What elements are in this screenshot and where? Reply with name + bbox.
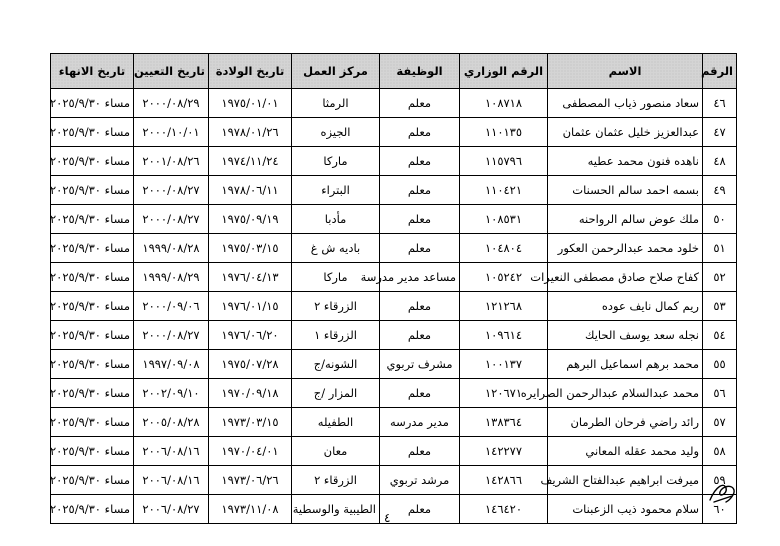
cell-job: معلم (380, 495, 460, 524)
cell-workplace: الزرقاء ٢ (292, 292, 380, 321)
cell-end-date: مساء ٢٠٢٥/٩/٣٠ (51, 495, 134, 524)
table-row (51, 89, 737, 118)
cell-appointment-date: ١٩٩٧/٠٩/٠٨ (134, 350, 209, 379)
table-row (51, 292, 737, 321)
cell-appointment-date: ٢٠٠١/٠٨/٢٦ (134, 147, 209, 176)
header-birth-date: تاريخ الولادة (209, 54, 292, 89)
cell-ministry-id: ١١٥٧٩٦ (460, 147, 548, 176)
cell-birth-date: ١٩٧٥/٠٧/٢٨ (209, 350, 292, 379)
cell-name: سعاد منصور ذياب المصطفى (548, 89, 703, 118)
cell-workplace: باديه ش غ (292, 234, 380, 263)
cell-workplace: الزرقاء ١ (292, 321, 380, 350)
cell-ministry-id: ١٤٦٤٢٠ (460, 495, 548, 524)
page-number: ٤ (384, 511, 391, 525)
cell-num: ٥٦ (703, 379, 737, 408)
cell-end-date: مساء ٢٠٢٥/٩/٣٠ (51, 466, 134, 495)
cell-job: معلم (380, 205, 460, 234)
cell-end-date: مساء ٢٠٢٥/٩/٣٠ (51, 437, 134, 466)
cell-workplace: ماركا (292, 147, 380, 176)
header-name: الاسم (548, 54, 703, 89)
cell-ministry-id: ١٠٩٦١٤ (460, 321, 548, 350)
cell-workplace: الطيبية والوسطية (292, 495, 380, 524)
table-row (51, 408, 737, 437)
header-job: الوظيفة (380, 54, 460, 89)
cell-appointment-date: ٢٠٠٠/٠٩/٠٦ (134, 292, 209, 321)
cell-birth-date: ١٩٧٣/٠٣/١٥ (209, 408, 292, 437)
cell-name: ناهده فنون محمد عطيه (548, 147, 703, 176)
cell-name: خلود محمد عبدالرحمن العكور (548, 234, 703, 263)
cell-end-date: مساء ٢٠٢٥/٩/٣٠ (51, 292, 134, 321)
cell-birth-date: ١٩٧٥/٠١/٠١ (209, 89, 292, 118)
cell-num: ٥٨ (703, 437, 737, 466)
cell-end-date: مساء ٢٠٢٥/٩/٣٠ (51, 379, 134, 408)
cell-workplace: الشونه/ج (292, 350, 380, 379)
cell-birth-date: ١٩٧٨/٠١/٢٦ (209, 118, 292, 147)
cell-birth-date: ١٩٧٥/٠٣/١٥ (209, 234, 292, 263)
cell-num: ٥٣ (703, 292, 737, 321)
cell-job: معلم (380, 147, 460, 176)
cell-appointment-date: ٢٠٠٢/٠٩/١٠ (134, 379, 209, 408)
cell-workplace: المزار /ج (292, 379, 380, 408)
cell-end-date: مساء ٢٠٢٥/٩/٣٠ (51, 147, 134, 176)
cell-name: وليد محمد عقله المعاني (548, 437, 703, 466)
table-row (51, 263, 737, 292)
cell-num: ٤٨ (703, 147, 737, 176)
table-row (51, 350, 737, 379)
cell-appointment-date: ٢٠٠٥/٠٨/٢٨ (134, 408, 209, 437)
cell-num: ٥٠ (703, 205, 737, 234)
cell-num: ٤٩ (703, 176, 737, 205)
cell-workplace: الزرقاء ٢ (292, 466, 380, 495)
cell-num: ٥٥ (703, 350, 737, 379)
table-row (51, 495, 737, 524)
cell-appointment-date: ١٩٩٩/٠٨/٢٨ (134, 234, 209, 263)
cell-workplace: الجيزه (292, 118, 380, 147)
cell-job: مرشد تربوي (380, 466, 460, 495)
header-workplace: مركز العمل (292, 54, 380, 89)
cell-num: ٤٦ (703, 89, 737, 118)
cell-birth-date: ١٩٧٥/٠٩/١٩ (209, 205, 292, 234)
cell-job: مساعد مدير مدرسة (380, 263, 460, 292)
retirement-table (50, 53, 737, 524)
header-appointment-date: تاريخ التعيين (134, 54, 209, 89)
cell-num: ٥١ (703, 234, 737, 263)
cell-end-date: مساء ٢٠٢٥/٩/٣٠ (51, 234, 134, 263)
cell-job: معلم (380, 379, 460, 408)
cell-num: ٥٩ (703, 466, 737, 495)
cell-name: محمد عبدالسلام عبدالرحمن الصرايره (548, 379, 703, 408)
cell-end-date: مساء ٢٠٢٥/٩/٣٠ (51, 176, 134, 205)
cell-workplace: معان (292, 437, 380, 466)
cell-birth-date: ١٩٧٦/٠١/١٥ (209, 292, 292, 321)
table-row (51, 234, 737, 263)
cell-birth-date: ١٩٧٨/٠٦/١١ (209, 176, 292, 205)
cell-appointment-date: ١٩٩٩/٠٨/٢٩ (134, 263, 209, 292)
cell-end-date: مساء ٢٠٢٥/٩/٣٠ (51, 205, 134, 234)
cell-ministry-id: ١٢٠٦٧١ (460, 379, 548, 408)
cell-ministry-id: ١٠٥٢٤٢ (460, 263, 548, 292)
cell-name: ميرفت ابراهيم عبدالفتاح الشريف (548, 466, 703, 495)
cell-end-date: مساء ٢٠٢٥/٩/٣٠ (51, 350, 134, 379)
cell-birth-date: ١٩٧٠/٠٩/١٨ (209, 379, 292, 408)
table-row (51, 437, 737, 466)
cell-job: مشرف تربوي (380, 350, 460, 379)
cell-ministry-id: ١٢١٢٦٨ (460, 292, 548, 321)
header-num: الرقم (703, 54, 737, 89)
cell-ministry-id: ١١٠٤٢١ (460, 176, 548, 205)
cell-ministry-id: ١١٠١٣٥ (460, 118, 548, 147)
cell-appointment-date: ٢٠٠٦/٠٨/١٦ (134, 466, 209, 495)
header-end-date: تاريخ الانهاء (51, 54, 134, 89)
header-row (51, 54, 737, 89)
cell-num: ٥٧ (703, 408, 737, 437)
cell-name: نجله سعد يوسف الحايك (548, 321, 703, 350)
table-body (51, 89, 737, 524)
cell-ministry-id: ١٠٤٨٠٤ (460, 234, 548, 263)
cell-appointment-date: ٢٠٠٠/١٠/٠١ (134, 118, 209, 147)
cell-job: مدير مدرسه (380, 408, 460, 437)
cell-workplace: الطفيله (292, 408, 380, 437)
table-row (51, 466, 737, 495)
cell-workplace: ماركا (292, 263, 380, 292)
cell-birth-date: ١٩٧٦/٠٤/١٣ (209, 263, 292, 292)
cell-workplace: الرمثا (292, 89, 380, 118)
cell-end-date: مساء ٢٠٢٥/٩/٣٠ (51, 263, 134, 292)
cell-end-date: مساء ٢٠٢٥/٩/٣٠ (51, 89, 134, 118)
cell-birth-date: ١٩٧٣/١١/٠٨ (209, 495, 292, 524)
table-row (51, 205, 737, 234)
cell-name: ملك عوض سالم الرواحنه (548, 205, 703, 234)
signature-mark (706, 478, 738, 506)
cell-job: معلم (380, 321, 460, 350)
cell-ministry-id: ١٠٨٧١٨ (460, 89, 548, 118)
cell-ministry-id: ١٤٢٢٧٧ (460, 437, 548, 466)
cell-num: ٤٧ (703, 118, 737, 147)
table-row (51, 321, 737, 350)
cell-name: رائد راضي فرحان الطرمان (548, 408, 703, 437)
cell-birth-date: ١٩٧٣/٠٦/٢٦ (209, 466, 292, 495)
cell-birth-date: ١٩٧٤/١١/٢٤ (209, 147, 292, 176)
cell-appointment-date: ٢٠٠٠/٠٨/٢٧ (134, 176, 209, 205)
cell-appointment-date: ٢٠٠٦/٠٨/٢٧ (134, 495, 209, 524)
cell-job: معلم (380, 234, 460, 263)
table-row (51, 176, 737, 205)
cell-job: معلم (380, 89, 460, 118)
cell-name: عبدالعزيز خليل عثمان عثمان (548, 118, 703, 147)
cell-end-date: مساء ٢٠٢٥/٩/٣٠ (51, 408, 134, 437)
cell-job: معلم (380, 118, 460, 147)
cell-num: ٦٠ (703, 495, 737, 524)
cell-ministry-id: ١٣٨٣٦٤ (460, 408, 548, 437)
cell-end-date: مساء ٢٠٢٥/٩/٣٠ (51, 321, 134, 350)
cell-name: سلام محمود ذيب الزعبنات (548, 495, 703, 524)
cell-name: كفاح صلاح صادق مصطفى النعيرات (548, 263, 703, 292)
cell-job: معلم (380, 437, 460, 466)
header-ministry-id: الرقم الوزاري (460, 54, 548, 89)
table-row (51, 118, 737, 147)
cell-ministry-id: ١٠٠١٣٧ (460, 350, 548, 379)
cell-name: بسمه احمد سالم الحسنات (548, 176, 703, 205)
cell-appointment-date: ٢٠٠٠/٠٨/٢٩ (134, 89, 209, 118)
cell-name: محمد برهم اسماعيل البرهم (548, 350, 703, 379)
cell-job: معلم (380, 176, 460, 205)
cell-ministry-id: ١٠٨٥٣١ (460, 205, 548, 234)
cell-workplace: مأدبا (292, 205, 380, 234)
cell-ministry-id: ١٤٢٨٦٦ (460, 466, 548, 495)
cell-birth-date: ١٩٧٦/٠٦/٢٠ (209, 321, 292, 350)
cell-appointment-date: ٢٠٠٦/٠٨/١٦ (134, 437, 209, 466)
cell-name: ريم كمال نايف عوده (548, 292, 703, 321)
table-row (51, 147, 737, 176)
cell-end-date: مساء ٢٠٢٥/٩/٣٠ (51, 118, 134, 147)
cell-job: معلم (380, 292, 460, 321)
cell-num: ٥٤ (703, 321, 737, 350)
cell-appointment-date: ٢٠٠٠/٠٨/٢٧ (134, 321, 209, 350)
table-row (51, 379, 737, 408)
cell-birth-date: ١٩٧٠/٠٤/٠١ (209, 437, 292, 466)
cell-appointment-date: ٢٠٠٠/٠٨/٢٧ (134, 205, 209, 234)
cell-workplace: البتراء (292, 176, 380, 205)
cell-num: ٥٢ (703, 263, 737, 292)
